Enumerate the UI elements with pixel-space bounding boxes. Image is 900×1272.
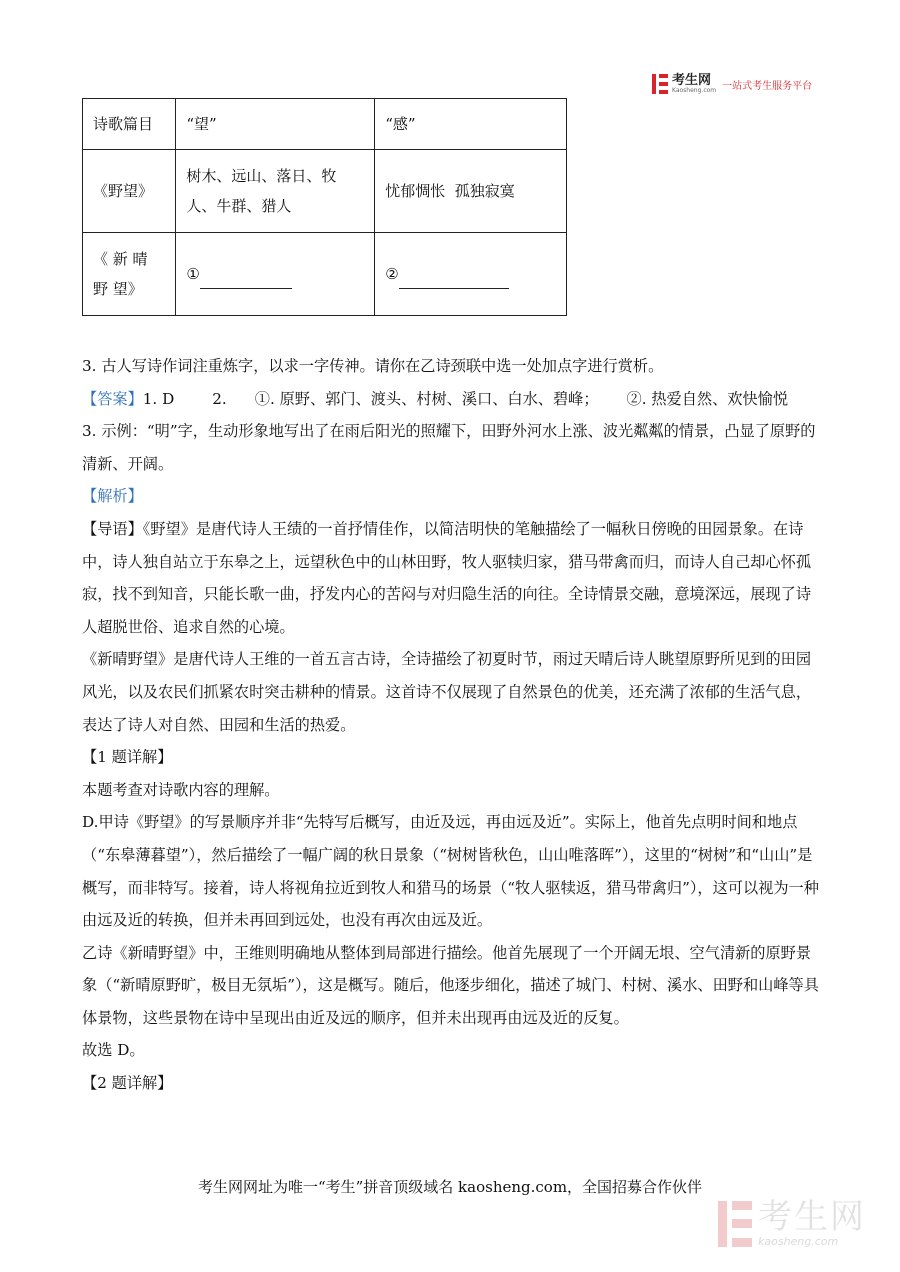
q1-choice: 故选 D。 (82, 1041, 145, 1060)
answer-1: 1. D (142, 389, 175, 408)
table-cell-title: 《 新 晴 野 望》 (83, 233, 176, 316)
watermark-domain: kaosheng.com (758, 1235, 839, 1248)
table-header-cell: 诗歌篇目 (83, 99, 176, 150)
q2-title: 【2 题详解】 (82, 1074, 173, 1093)
watermark (718, 1197, 866, 1248)
table-cell-title: 《野望》 (83, 150, 176, 233)
table-header-cell: “感” (375, 99, 567, 150)
answer-line (82, 383, 820, 416)
fill-in-blank (399, 272, 509, 289)
q1-title: 【1 题详解】 (82, 748, 173, 767)
answer-2-b: ②. 热爱自然、欢快愉悦 (626, 389, 789, 408)
q1-option-d: D.甲诗《野望》的写景顺序并非“先特写后概写，由近及远，再由远及近”。实际上，他首先点明时间和地点（“东皋薄暮望”），然后描绘了一幅广阔的秋日景象（“树树皆秋色，山山唯落晖”），这里的“树树”和“山山”是概写，而非特写。接着，诗人将视角拉近到牧人和猎马的场景（“牧人驱犊返，猎马带禽归”），这可以视为一种由远及近的转换，但并未再回到远处，也没有再次由远及近。 (82, 813, 819, 930)
table-cell-wang: 树木、远山、落日、牧人、牛群、猎人 (176, 150, 375, 233)
guide-paragraph-1: 【导语】《野望》是唐代诗人王绩的一首抒情佳作，以简洁明快的笔触描绘了一幅秋日傍晚的田园景象。在诗中，诗人独自站立于东皋之上，远望秋色中的山林田野，牧人驱犊归家，猎马带禽而归，而诗人自己却心怀孤寂，找不到知音，只能长歌一曲，抒发内心的苦闷与对归隐生活的向往。全诗情景交融，意境深远，展现了诗人超脱世俗、追求自然的心境。 (82, 519, 811, 636)
table-cell-blank-1 (176, 233, 375, 316)
table-cell-gan: 忧郁惆怅 孤独寂寞 (375, 150, 567, 233)
question-3: 3. 古人写诗作词注重炼字，以求一字传神。请你在乙诗颈联中选一处加点字进行赏析。 (82, 357, 664, 375)
kaosheng-logo-icon (652, 74, 668, 94)
analysis-tag: 【解析】 (82, 487, 143, 506)
logo-text: 考生网 (672, 73, 712, 88)
blank-marker: ② (385, 265, 399, 283)
guide-paragraph-2: 《新晴野望》是唐代诗人王维的一首五言古诗，全诗描绘了初夏时节，雨过天晴后诗人眺望原野所见到的田园风光，以及农民们抓紧农时突击耕种的情景。这首诗不仅展现了自然景色的优美，还充满了浓郁的生活气息，表达了诗人对自然、田园和生活的热爱。 (82, 650, 811, 734)
footer-text: 考生网网址为唯一“考生”拼音顶级域名 kaosheng.com，全国招募合作伙伴 (197, 1178, 703, 1196)
answer-3: 3. 示例：“明”字，生动形象地写出了在雨后阳光的照耀下，田野外河水上涨、波光粼粼的情景，凸显了原野的清新、开阔。 (82, 422, 816, 473)
watermark-text: 考生网 (758, 1197, 866, 1237)
document-body (82, 350, 820, 1100)
q1-intro: 本题考查对诗歌内容的理解。 (82, 780, 280, 799)
table-row (83, 233, 567, 316)
blank-marker: ① (186, 265, 200, 283)
q1-yi-poem: 乙诗《新晴野望》中，王维则明确地从整体到局部进行描绘。他首先展现了一个开阔无垠、空气清新的原野景象（“新晴原野旷，极目无氛垢”），这是概写。随后，他逐步细化，描述了城门、村树、溪水、田野和山峰等具体景物，这些景物在诗中呈现出由近及远的顺序，但并未出现再由远及近的反复。 (82, 943, 819, 1027)
poem-comparison-table (82, 98, 567, 316)
answer-tag: 【答案】 (82, 389, 143, 408)
table-row (83, 150, 567, 233)
table-header-cell: “望” (176, 99, 375, 150)
logo-domain: Kaosheng.com (672, 87, 717, 94)
logo-slogan: 一站式考生服务平台 (722, 80, 813, 92)
table-cell-blank-2 (375, 233, 567, 316)
kaosheng-watermark-icon (718, 1201, 752, 1247)
answer-2-number: 2. (212, 389, 227, 408)
table-header-row (83, 99, 567, 150)
header-logo (652, 72, 812, 96)
answer-2-a: ①. 原野、郭门、渡头、村树、溪口、白水、碧峰； (254, 389, 599, 408)
fill-in-blank (200, 272, 292, 289)
